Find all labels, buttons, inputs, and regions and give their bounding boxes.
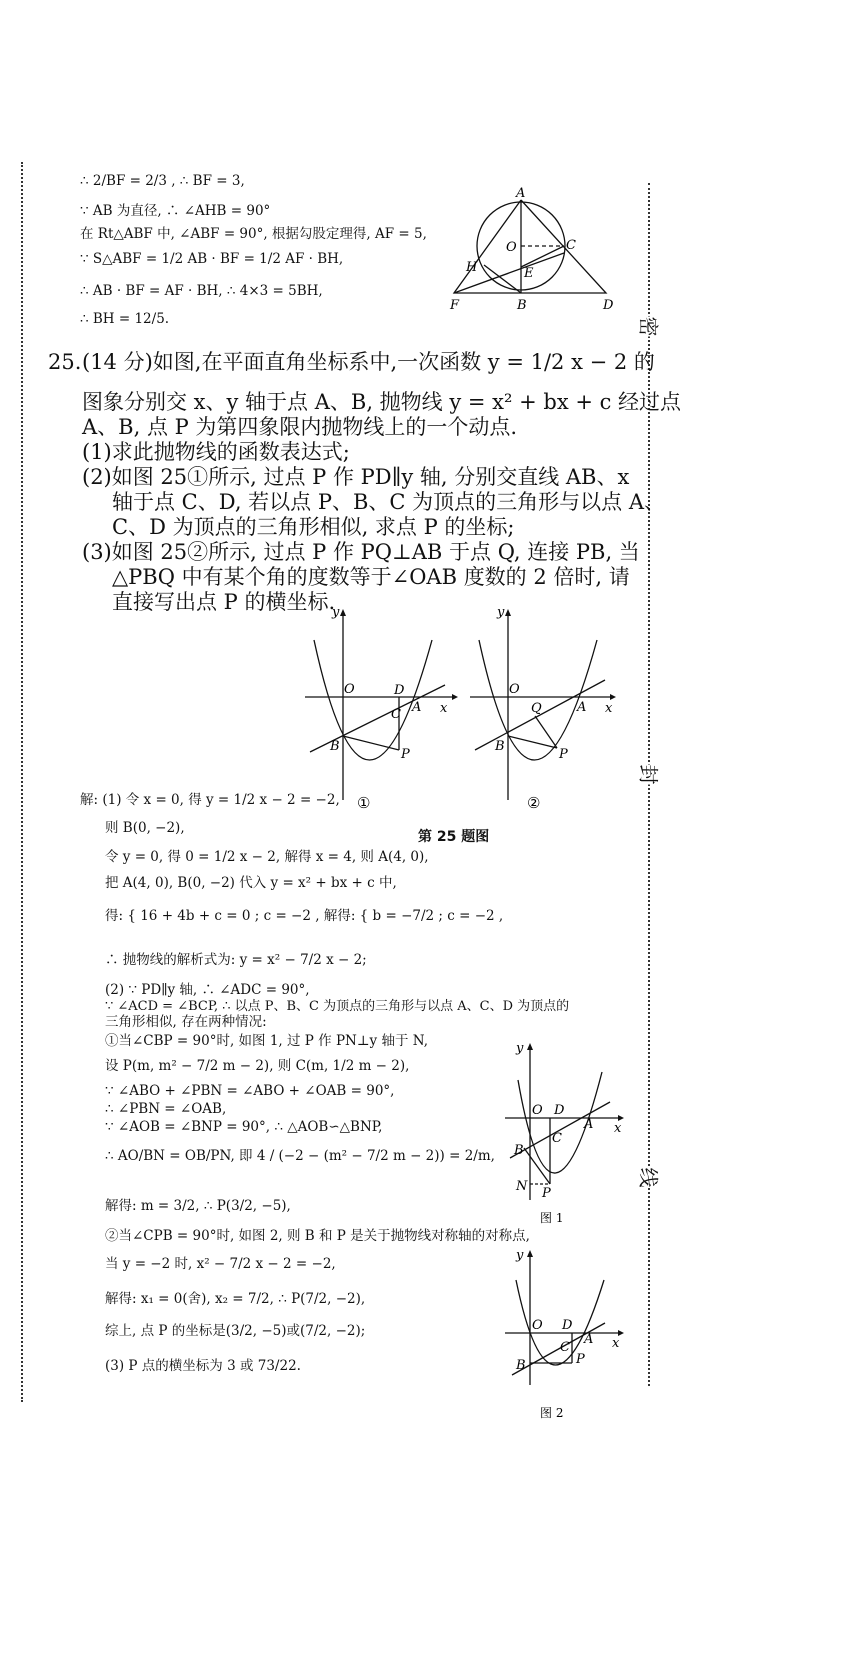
seal-mark-2: 封 — [636, 765, 665, 785]
solution-line: (2) ∵ PD∥y 轴, ∴ ∠ADC = 90°, — [105, 982, 310, 998]
svg-text:D: D — [554, 1103, 565, 1118]
seal-mark-1: 密 — [636, 317, 665, 337]
label-C: C — [391, 707, 401, 722]
label-x: x — [440, 701, 448, 716]
solution-line: 令 y = 0, 得 0 = 1/2 x − 2, 解得 x = 4, 则 A(4, 0), — [105, 849, 429, 865]
solution-line: 得: { 16 + 4b + c = 0 ; c = −2 , 解得: { b = −7/2 ; c = −2 , — [105, 908, 504, 924]
problem-line: 图象分别交 x、y 轴于点 A、B, 抛物线 y = x² + bx + c 经过点 — [82, 390, 682, 414]
top-solution-line: ∴ BH = 12/5. — [80, 311, 170, 327]
figure-caption: 第 25 题图 — [418, 829, 490, 845]
figure-25-1 — [300, 600, 460, 815]
figure-1-caption: 图 1 — [540, 1211, 564, 1225]
svg-text:B: B — [514, 1143, 524, 1158]
svg-text:C: C — [560, 1340, 570, 1355]
label-D: D — [603, 298, 614, 313]
problem-line: C、D 为顶点的三角形相似, 求点 P 的坐标; — [112, 515, 515, 539]
svg-text:D: D — [562, 1318, 573, 1333]
svg-text:C: C — [552, 1131, 562, 1146]
circle-figure — [440, 185, 630, 315]
segment-bh — [484, 265, 521, 293]
svg-text:P: P — [542, 1186, 551, 1201]
solution-line: 解得: x₁ = 0(舍), x₂ = 7/2, ∴ P(7/2, −2), — [105, 1291, 366, 1307]
figure-2-caption: 图 2 — [540, 1406, 564, 1420]
solution-line: 则 B(0, −2), — [105, 820, 185, 836]
line-ab — [512, 1323, 605, 1375]
seal-mark-3: 线 — [636, 1168, 665, 1188]
solution-line: ∴ ∠PBN = ∠OAB, — [105, 1101, 227, 1117]
svg-text:x: x — [614, 1121, 622, 1136]
svg-text:x: x — [612, 1336, 620, 1351]
label-B: B — [495, 739, 505, 754]
problem-line: △PBQ 中有某个角的度数等于∠OAB 度数的 2 倍时, 请 — [112, 565, 630, 589]
label-y: y — [497, 605, 505, 620]
svg-text:N: N — [516, 1179, 528, 1194]
svg-text:B: B — [516, 1358, 526, 1373]
segment-ec — [521, 246, 564, 267]
solution-line: 综上, 点 P 的坐标是(3/2, −5)或(7/2, −2); — [105, 1323, 366, 1339]
svg-text:A: A — [584, 1332, 594, 1347]
solution-figure-1 — [500, 1040, 630, 1230]
solution-line: ∵ ∠ACD = ∠BCP, ∴ 以点 P、B、C 为顶点的三角形与以点 A、C、D 为顶点的 — [105, 999, 570, 1014]
solution-line: ∴ AO/BN = OB/PN, 即 4 / (−2 − (m² − 7/2 m − 2)) = 2/m, — [105, 1148, 495, 1164]
figure-25-2 — [465, 600, 625, 815]
top-solution-line: ∴ AB · BF = AF · BH, ∴ 4×3 = 5BH, — [80, 283, 323, 299]
problem-line: (1)求此抛物线的函数表达式; — [82, 440, 350, 464]
solution-line: 当 y = −2 时, x² − 7/2 x − 2 = −2, — [105, 1256, 336, 1272]
label-C: C — [566, 238, 576, 253]
svg-text:O: O — [532, 1318, 543, 1333]
solution-line: 三角形相似, 存在两种情况: — [105, 1014, 267, 1030]
label-H: H — [466, 260, 478, 275]
label-y: y — [332, 605, 340, 620]
label-A: A — [577, 700, 587, 715]
label-E: E — [524, 266, 534, 281]
label-D: D — [394, 683, 405, 698]
label-B: B — [517, 298, 527, 313]
problem-line: 轴于点 C、D, 若以点 P、B、C 为顶点的三角形与以点 A、 — [112, 490, 666, 514]
svg-text:y: y — [516, 1041, 524, 1056]
problem-line: A、B, 点 P 为第四象限内抛物线上的一个动点. — [82, 415, 518, 439]
solution-line: ∵ ∠ABO + ∠PBN = ∠ABO + ∠OAB = 90°, — [105, 1083, 395, 1099]
solution-line: 解得: m = 3/2, ∴ P(3/2, −5), — [105, 1198, 291, 1214]
top-solution-line: 在 Rt△ABF 中, ∠ABF = 90°, 根据勾股定理得, AF = 5, — [80, 226, 427, 242]
label-P: P — [559, 747, 568, 762]
figure-2-label: ② — [527, 794, 541, 812]
label-O: O — [506, 240, 517, 255]
label-O: O — [344, 682, 355, 697]
solution-line: ②当∠CPB = 90°时, 如图 2, 则 B 和 P 是关于抛物线对称轴的对称点, — [105, 1228, 530, 1244]
label-P: P — [401, 747, 410, 762]
solution-line: 解: (1) 令 x = 0, 得 y = 1/2 x − 2 = −2, — [80, 792, 340, 808]
label-O: O — [509, 682, 520, 697]
solution-line: 把 A(4, 0), B(0, −2) 代入 y = x² + bx + c 中, — [105, 875, 397, 891]
figure-1-label: ① — [357, 794, 371, 812]
label-F: F — [450, 298, 460, 313]
top-solution-line: ∵ AB 为直径, ∴ ∠AHB = 90° — [80, 203, 271, 219]
solution-line: 设 P(m, m² − 7/2 m − 2), 则 C(m, 1/2 m − 2), — [105, 1058, 410, 1074]
label-B: B — [330, 739, 340, 754]
top-solution-line: ∴ 2/BF = 2/3 , ∴ BF = 3, — [80, 173, 245, 189]
svg-text:P: P — [576, 1352, 585, 1367]
solution-line: ①当∠CBP = 90°时, 如图 1, 过 P 作 PN⊥y 轴于 N, — [105, 1033, 429, 1049]
problem-number: 25. — [48, 350, 82, 374]
solution-figure-2 — [500, 1245, 630, 1425]
label-A: A — [516, 186, 526, 201]
solution-line: (3) P 点的横坐标为 3 或 73/22. — [105, 1358, 301, 1374]
svg-text:A: A — [584, 1117, 594, 1132]
svg-text:O: O — [532, 1103, 543, 1118]
top-solution-line: ∵ S△ABF = 1/2 AB · BF = 1/2 AF · BH, — [80, 251, 344, 267]
left-binding-line — [21, 162, 23, 1402]
label-A: A — [412, 700, 422, 715]
solution-line: ∵ ∠AOB = ∠BNP = 90°, ∴ △AOB∽△BNP, — [105, 1119, 383, 1135]
label-x: x — [605, 701, 613, 716]
solution-line: ∴ 抛物线的解析式为: y = x² − 7/2 x − 2; — [105, 952, 367, 968]
problem-line: (14 分)如图,在平面直角坐标系中,一次函数 y = 1/2 x − 2 的 — [82, 350, 655, 374]
label-Q: Q — [531, 701, 542, 716]
problem-line: (2)如图 25①所示, 过点 P 作 PD∥y 轴, 分别交直线 AB、x — [82, 465, 630, 489]
problem-line: (3)如图 25②所示, 过点 P 作 PQ⊥AB 于点 Q, 连接 PB, 当 — [82, 540, 640, 564]
problem-line: 直接写出点 P 的横坐标. — [112, 590, 336, 614]
svg-text:y: y — [516, 1248, 524, 1263]
